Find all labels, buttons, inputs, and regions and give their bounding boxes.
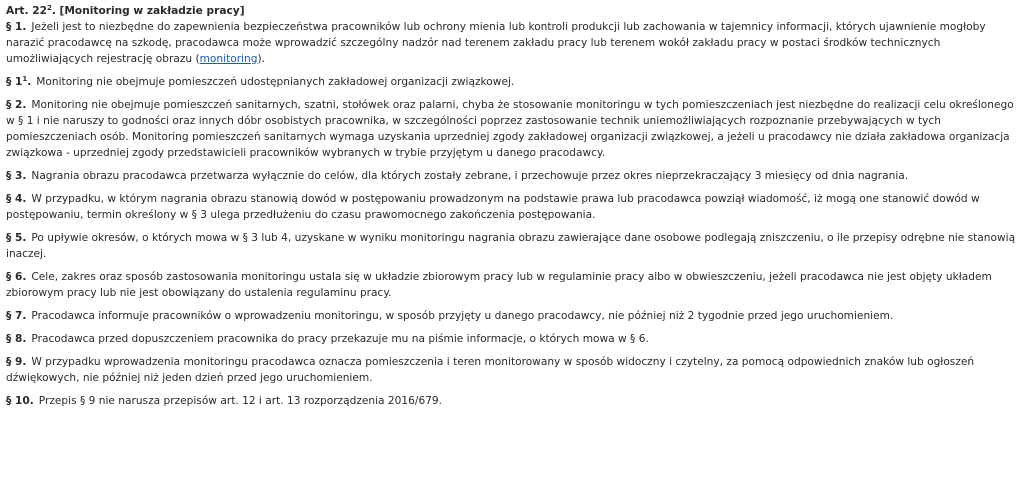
paragraph-8 bbox=[6, 331, 1018, 347]
paragraph-text: Pracodawca przed dopuszczeniem pracownika do pracy przekazuje mu na piśmie informacje, o których mowa w § 6. bbox=[31, 333, 649, 345]
paragraph-number: § 4. bbox=[6, 193, 27, 205]
paragraph-number-suffix: . bbox=[27, 76, 32, 88]
paragraph-number: § 7. bbox=[6, 310, 27, 322]
paragraph-number: § 2. bbox=[6, 99, 27, 111]
paragraph-9 bbox=[6, 354, 1018, 386]
paragraph-text: Nagrania obrazu pracodawca przetwarza wyłącznie do celów, dla których zostały zebrane, i przechowuje przez okres nieprzekraczający 3 miesięcy od dnia nagrania. bbox=[31, 170, 909, 182]
paragraph-number: § 8. bbox=[6, 333, 27, 345]
paragraph-1 bbox=[6, 19, 1018, 67]
paragraph-text: Pracodawca informuje pracowników o wprowadzeniu monitoringu, w sposób przyjęty u danego pracodawcy, nie później niż 2 tygodnie przed jego uruchomieniem. bbox=[31, 310, 894, 322]
paragraph-3 bbox=[6, 168, 1018, 184]
paragraph-text: Cele, zakres oraz sposób zastosowania monitoringu ustala się w układzie zbiorowym pracy lub w regulaminie pracy albo w obwieszczeniu, jeżeli pracodawca nie jest objęty układem zbiorowym pracy lub nie jest obowiązany do ustalenia regulaminu pracy. bbox=[6, 271, 992, 299]
article-title bbox=[6, 3, 1018, 19]
paragraph-text: Monitoring nie obejmuje pomieszczeń udostępnianych zakładowej organizacji związkowej. bbox=[36, 76, 515, 88]
monitoring-link[interactable]: monitoring bbox=[199, 53, 258, 65]
paragraph-number: § 6. bbox=[6, 271, 27, 283]
paragraph-text: W przypadku, w którym nagrania obrazu stanowią dowód w postępowaniu prowadzonym na podstawie prawa lub pracodawca powziął wiadomość, iż mogą one stanowić dowód w postępowaniu, termin określony w § 3 ulega przedłużeniu do czasu prawomocnego zakończenia postępowania. bbox=[6, 193, 980, 221]
paragraph-10 bbox=[6, 393, 1018, 409]
paragraph-text: W przypadku wprowadzenia monitoringu pracodawca oznacza pomieszczenia i teren monitorowany w sposób widoczny i czytelny, za pomocą odpowiednich znaków lub ogłoszeń dźwiękowych, nie później niż jeden dzień przed jego uruchomieniem. bbox=[6, 356, 975, 384]
paragraph-number bbox=[6, 76, 31, 88]
paragraph-4 bbox=[6, 191, 1018, 223]
paragraph-5 bbox=[6, 230, 1018, 262]
paragraph-number: § 10. bbox=[6, 395, 34, 407]
article-prefix: Art. 22 bbox=[6, 5, 47, 17]
paragraph-number: § 1. bbox=[6, 21, 27, 33]
paragraph-1-1 bbox=[6, 74, 1018, 90]
paragraph-text: Przepis § 9 nie narusza przepisów art. 12 i art. 13 rozporządzenia 2016/679. bbox=[38, 395, 443, 407]
paragraph-2 bbox=[6, 97, 1018, 161]
paragraph-text: Po upływie okresów, o których mowa w § 3 lub 4, uzyskane w wyniku monitoringu nagrania obrazu zawierające dane osobowe podlegają zniszczeniu, o ile przepisy odrębne nie stanowią inaczej. bbox=[6, 232, 1016, 260]
paragraph-number: § 5. bbox=[6, 232, 27, 244]
paragraph-number: § 3. bbox=[6, 170, 27, 182]
paragraph-number-superscript: 1 bbox=[22, 75, 28, 83]
paragraph-text-end: ). bbox=[257, 53, 265, 65]
article-superscript: 2 bbox=[46, 4, 52, 12]
paragraph-text: Monitoring nie obejmuje pomieszczeń sanitarnych, szatni, stołówek oraz palarni, chyba że stosowanie monitoringu w tych pomieszczeniach jest niezbędne do realizacji celu określonego w § 1 i nie naruszy to godności oraz innych dóbr osobistych pracownika, w szczególności poprzez zastosowanie technik uniemożliwiających rozpoznanie przebywających w tych pomieszczeniach osób. Monitoring pomieszczeń sanitarnych wymaga uzyskania uprzedniej zgody zakładowej organizacji związkowej, a jeżeli u pracodawcy nie działa zakładowa organizacja związkowa - uprzedniej zgody przedstawicieli pracowników wybranych w trybie przyjętym u danego pracodawcy. bbox=[6, 99, 1014, 159]
paragraph-number: § 9. bbox=[6, 356, 27, 368]
paragraph-7 bbox=[6, 308, 1018, 324]
paragraph-number-main: § 1 bbox=[6, 76, 23, 88]
paragraph-text: Jeżeli jest to niezbędne do zapewnienia bezpieczeństwa pracowników lub ochrony mienia lub kontroli produkcji lub zachowania w tajemnicy informacji, których ujawnienie mogłoby narazić pracodawcę na szkodę, pracodawca może wprowadzić szczególny nadzór nad terenem zakładu pracy lub terenem wokół zakładu pracy w postaci środków technicznych umożliwiających rejestrację obrazu ( bbox=[6, 21, 986, 65]
article-heading: . [Monitoring w zakładzie pracy] bbox=[51, 5, 245, 17]
paragraph-6 bbox=[6, 269, 1018, 301]
